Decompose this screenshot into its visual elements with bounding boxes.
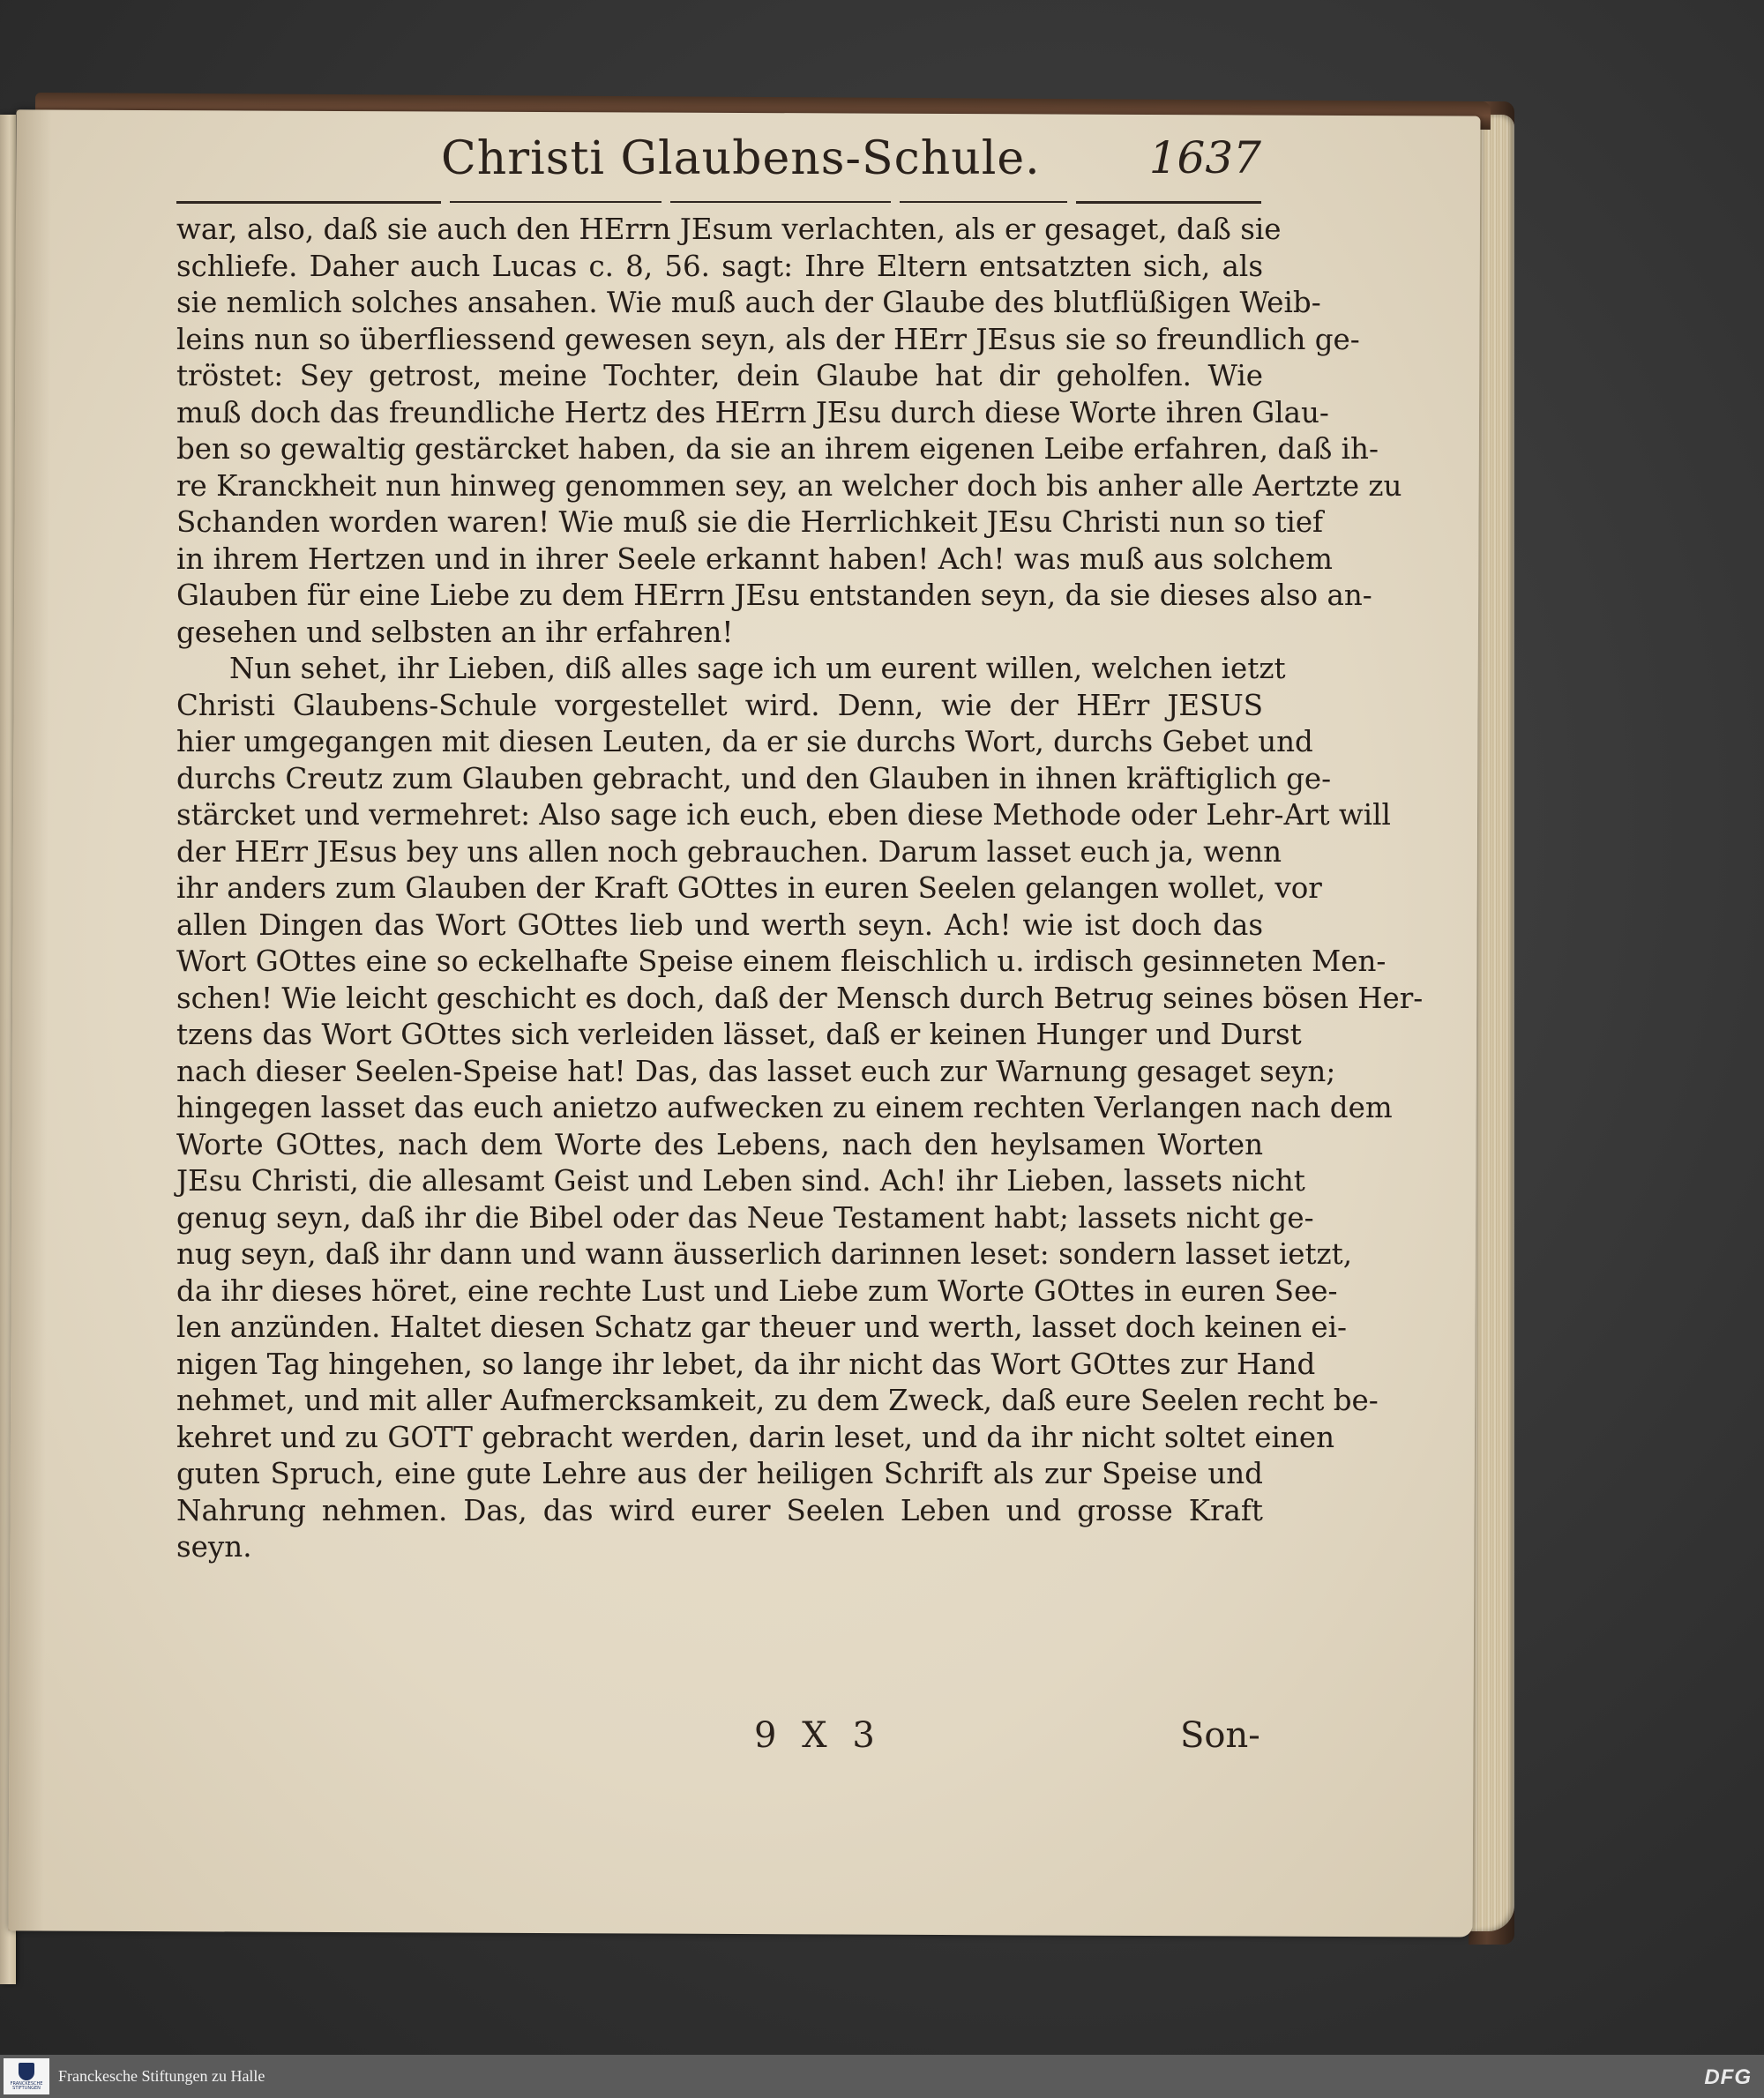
text-line: hier umgegangen mit diesen Leuten, da er sie durchs Wort, durchs Gebet und (176, 725, 1313, 758)
text-line: der HErr JEsus bey uns allen noch gebrauchen. Darum lasset euch ja, wenn (176, 834, 1282, 869)
institution-logo[interactable] (4, 2058, 49, 2094)
text-line: war, also, daß sie auch den HErrn JEsum verlachten, als er gesaget, daß sie (176, 213, 1282, 246)
text-line: hingegen lasset das euch anietzo aufwecken zu einem rechten Verlangen nach dem (176, 1091, 1393, 1124)
text-line: genug seyn, daß ihr die Bibel oder das Neue Testament habt; lassets nicht ge- (176, 1200, 1314, 1235)
text-line: ben so gewaltig gestärcket haben, da sie an ihrem eigenen Leibe erfahren, daß ih- (176, 432, 1379, 466)
text-line: muß doch das freundliche Hertz des HErrn JEsu durch diese Worte ihren Glau- (176, 395, 1329, 429)
text-line: nach dieser Seelen-Speise hat! Das, das lasset euch zur Warnung gesaget seyn; (176, 1054, 1336, 1088)
running-header (176, 132, 1261, 203)
header-rule (670, 201, 891, 203)
header-rule (1076, 201, 1261, 204)
text-line: nigen Tag hingehen, so lange ihr lebet, da ihr nicht das Wort GOttes zur Hand (176, 1347, 1316, 1381)
text-line: nehmet, und mit aller Aufmercksamkeit, zu dem Zweck, daß eure Seelen recht be- (176, 1384, 1379, 1417)
text-line: nug seyn, daß ihr dann und wann äusserlich darinnen leset: sondern lasset ietzt, (176, 1237, 1353, 1271)
text-line: seyn. (176, 1530, 252, 1564)
text-line: kehret und zu GOTT gebracht werden, darin leset, und da ihr nicht soltet einen (176, 1420, 1335, 1454)
running-title: Christi Glaubens-Schule. (441, 132, 1041, 185)
text-line: ihr anders zum Glauben der Kraft GOttes in euren Seelen gelangen wollet, vor (176, 871, 1322, 905)
text-line: gesehen und selbsten an ihr erfahren! (176, 615, 734, 649)
header-rule (176, 201, 441, 204)
text-line: Worte GOttes, nach dem Worte des Lebens, nach den heylsamen Worten (176, 1127, 1263, 1161)
text-line: schen! Wie leicht geschicht es doch, daß der Mensch durch Betrug seines bösen Her- (176, 981, 1424, 1015)
text-line: tröstet: Sey getrost, meine Tochter, dein Glaube hat dir geholfen. Wie (176, 359, 1263, 392)
text-line: Wort GOttes eine so eckelhafte Speise einem fleischlich u. irdisch gesinneten Men- (176, 944, 1387, 978)
text-line: Christi Glaubens-Schule vorgestellet wird. Denn, wie der HErr JESUS (176, 688, 1263, 722)
text-line: stärcket und vermehret: Also sage ich euch, eben diese Methode oder Lehr-Art will (176, 798, 1391, 832)
logo-text: FRANCKESCHE STIFTUNGEN (10, 2080, 43, 2091)
text-line: durchs Creutz zum Glauben gebracht, und den Glauben in ihnen kräftiglich ge- (176, 761, 1332, 795)
text-line: in ihrem Hertzen und in ihrer Seele erkannt haben! Ach! was muß aus solchem (176, 541, 1333, 576)
text-line: sie nemlich solches ansahen. Wie muß auch der Glaube des blutflüßigen Weib- (176, 286, 1321, 319)
text-line: leins nun so überfliessend gewesen seyn, als der HErr JEsus sie so freundlich ge- (176, 322, 1360, 356)
crest-icon (19, 2063, 34, 2080)
catchword: Son- (1180, 1715, 1260, 1756)
dfg-logo[interactable]: DFG (1704, 2065, 1752, 2089)
text-line: tzens das Wort GOttes sich verleiden lässet, daß er keinen Hunger und Durst (176, 1018, 1302, 1051)
text-line: Glauben für eine Liebe zu dem HErrn JEsu entstanden seyn, da sie dieses also an- (176, 579, 1372, 612)
text-line: JEsu Christi, die allesamt Geist und Leben sind. Ach! ihr Lieben, lassets nicht (176, 1164, 1305, 1198)
text-line: schliefe. Daher auch Lucas c. 8, 56. sagt: Ihre Eltern entsatzten sich, als (176, 249, 1263, 283)
text-line: Nun sehet, ihr Lieben, diß alles sage ich um eurent willen, welchen ietzt (229, 652, 1286, 685)
text-line: allen Dingen das Wort GOttes lieb und werth seyn. Ach! wie ist doch das (176, 907, 1263, 942)
printer-signature-mark: 9 X 3 (754, 1715, 882, 1756)
text-line: guten Spruch, eine gute Lehre aus der heiligen Schrift als zur Speise und (176, 1457, 1263, 1490)
header-rule (900, 201, 1067, 203)
text-line: Nahrung nehmen. Das, das wird eurer Seelen Leben und grosse Kraft (176, 1493, 1263, 1527)
institution-bar (0, 2055, 1764, 2098)
text-line: da ihr dieses höret, eine rechte Lust und Liebe zum Worte GOttes in euren See- (176, 1273, 1338, 1308)
text-line: re Kranckheit nun hinweg genommen sey, an welcher doch bis anher alle Aertzte zu (176, 468, 1402, 503)
page-body-text (176, 212, 1424, 1566)
text-line: len anzünden. Haltet diesen Schatz gar theuer und werth, lasset doch keinen ei- (176, 1310, 1347, 1344)
header-rule (450, 201, 662, 203)
institution-name[interactable]: Franckesche Stiftungen zu Halle (58, 2067, 265, 2085)
text-line: Schanden worden waren! Wie muß sie die Herrlichkeit JEsu Christi nun so tief (176, 505, 1324, 539)
page-number: 1637 (1148, 132, 1261, 183)
